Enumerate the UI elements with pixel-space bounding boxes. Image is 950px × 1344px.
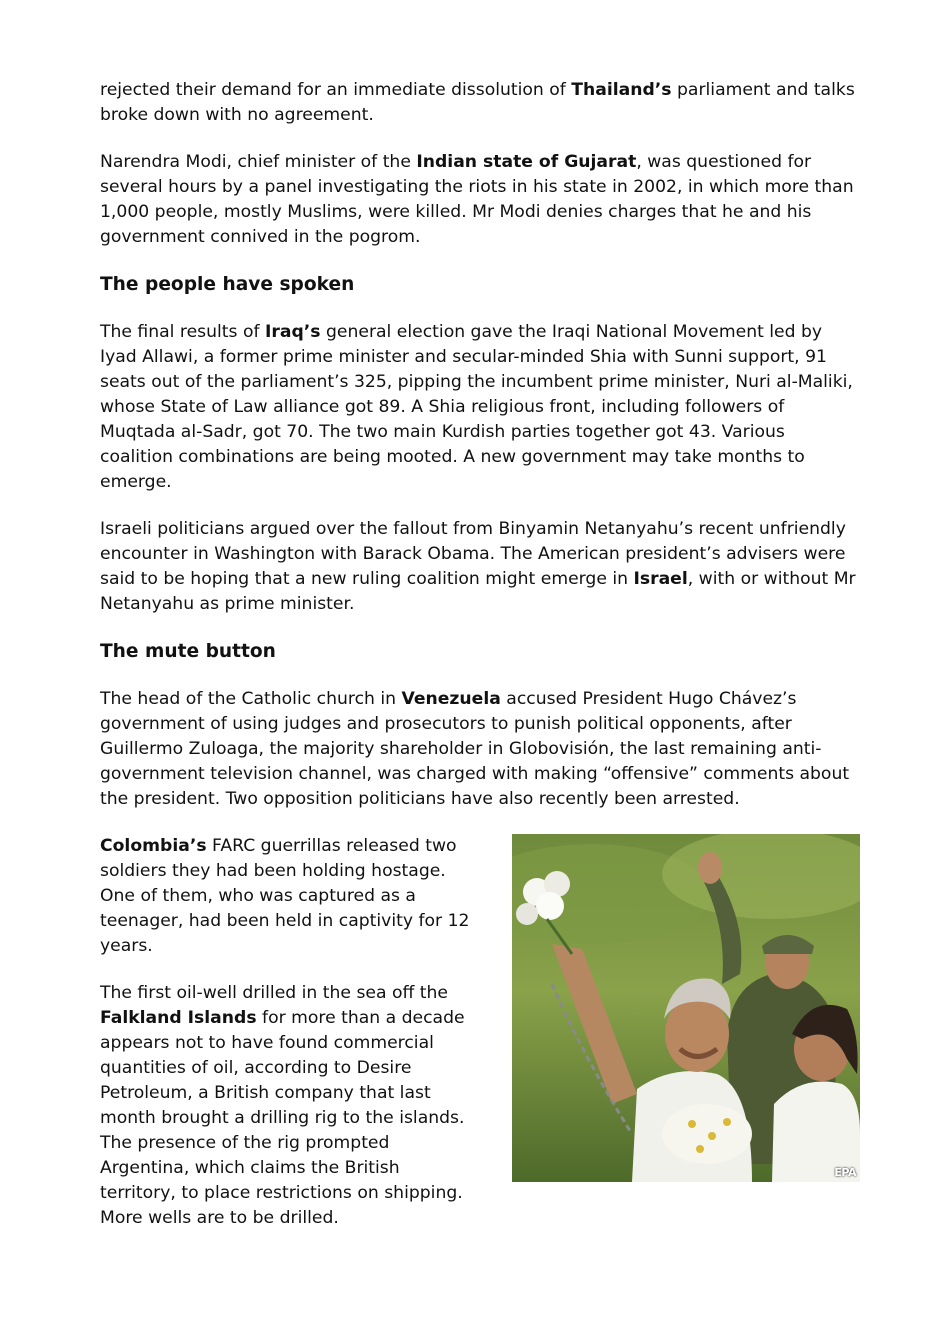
- paragraph-thailand: rejected their demand for an immediate dissolution of Thailand’s parliament and talks broke down with no agreement.: [100, 80, 855, 125]
- place-israel: Israel: [633, 569, 688, 589]
- paragraph-gujarat: Narendra Modi, chief minister of the Indian state of Gujarat, was questioned for several hours by a panel investigating the riots in his state in 2002, in which more than 1,000 people, mostly Muslims, were killed. Mr Modi denies charges that he and his government connived in the pogrom.: [100, 152, 854, 247]
- place-thailand: Thailand’s: [571, 80, 672, 100]
- photo-illustration: [512, 834, 860, 1182]
- place-falkland-islands: Falkland Islands: [100, 1008, 257, 1028]
- news-photo: [512, 834, 860, 1182]
- paragraph-israel: Israeli politicians argued over the fallout from Binyamin Netanyahu’s recent unfriendly encounter in Washington with Barack Obama. The American president’s advisers were said to be hoping that a new ruling coalition might emerge in Israel, with or without Mr Netanyahu as prime minister.: [100, 519, 856, 614]
- place-venezuela: Venezuela: [401, 689, 501, 709]
- place-iraq: Iraq’s: [265, 322, 321, 342]
- article-body: [100, 78, 860, 1253]
- place-colombia: Colombia’s: [100, 836, 207, 856]
- section-heading-people-have-spoken: The people have spoken: [100, 274, 355, 295]
- section-heading-mute-button: The mute button: [100, 641, 276, 662]
- paragraph-falklands: The first oil-well drilled in the sea off the Falkland Islands for more than a decade appears not to have found commercial quantities of oil, according to Desire Petroleum, a British company that last month brought a drilling rig to the islands. The presence of the rig prompted Argentina, which claims the British territory, to place restrictions on shipping. More wells are to be drilled.: [100, 983, 465, 1228]
- place-gujarat: Indian state of Gujarat: [416, 152, 637, 172]
- paragraph-iraq: The final results of Iraq’s general election gave the Iraqi National Movement led by Iyad Allawi, a former prime minister and secular-minded Shia with Sunni support, 91 seats out of the parliament’s 325, pipping the incumbent prime minister, Nuri al-Maliki, whose State of Law alliance got 89. A Shia religious front, including followers of Muqtada al-Sadr, got 70. The two main Kurdish parties together got 43. Various coalition combinations are being mooted. A new government may take months to emerge.: [100, 322, 853, 492]
- photo-credit: EPA: [834, 1166, 856, 1179]
- paragraph-venezuela: The head of the Catholic church in Venezuela accused President Hugo Chávez’s government of using judges and prosecutors to punish political opponents, after Guillermo Zuloaga, the majority shareholder in Globovisión, the last remaining anti-government television channel, was charged with making “offensive” comments about the president. Two opposition politicians have also recently been arrested.: [100, 689, 850, 809]
- paragraph-colombia: Colombia’s FARC guerrillas released two soldiers they had been holding hostage. One of them, who was captured as a teenager, had been held in captivity for 12 years.: [100, 836, 470, 956]
